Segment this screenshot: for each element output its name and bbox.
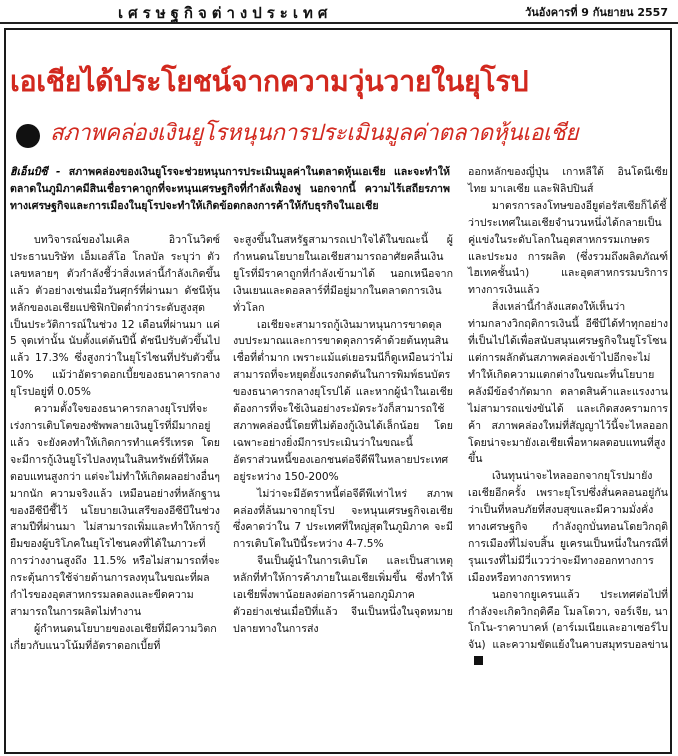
- section-title: เศรษฐกิจต่างประเทศ: [118, 4, 333, 22]
- article-byline: ฮิเอ็นบิซี -: [10, 166, 61, 178]
- article-column-3: [468, 164, 668, 671]
- paragraph-last: [468, 587, 668, 672]
- paragraph: ผู้กำหนดนโยบายของเอเชียที่มีความวิตกเกี่ยวกับแนวโน้มที่อัตราดอกเบี้ยที่: [10, 622, 217, 652]
- end-of-article-icon: [474, 656, 483, 665]
- paragraph: จะสูงขึ้นในสหรัฐสามารถเปาใจได้ในขณะนี้ ผู้กำหนดนโยบายในเอเชียสามารถอาศัยคลื่นเงินยูโรที่มีราคาถูกที่กำลังเข้ามาได้ นอกเหนือจากเงินเยนและดอลลาร์ที่มีอยู่มากในตลาดการเงินทั่วโลก: [233, 234, 453, 314]
- masthead: [0, 0, 678, 24]
- paragraph: เงินทุนน่าจะไหลออกจากยุโรปมายังเอเชียอีกครั้ง เพราะยุโรปซึ่งสั่นคลอนอยู่กันว่าเป็นที่หลบภัยที่สงบสุขและมีความมั่งคั่งทางเศรษฐกิจ กำลังถูกบั่นทอนโดยวิกฤติการเมืองที่ไม่จบสิ้น ยูเครนเป็นหนึ่งในกรณีที่รุนแรงที่ไม่มีวี่แววว่าจะมีทางออกทางการเมืองหรือทางการทหาร: [468, 470, 668, 584]
- paragraph: เอเชียจะสามารถกู้เงินมาหนุนการขาดดุลงบประมาณและการขาดดุลการค้าด้วยต้นทุนสินเชื่อที่ต่ำมาก เพราะแม้แต่เยอรมนีก็ดูเหมือนว่าไม่สามารถที่จะหยุดยั้งแรงกดดันในการพิมพ์ธนบัตรของธนาคารกลางยุโรปได้ และหากผู้นำในเอเชียต้องการที่จะใช้เงินอย่างระมัดระวังก็สามารถใช้สภาพคล่องนี้โดยที่ไม่ต้องกู้เงินได้เล็กน้อย โดยเฉพาะอย่างยิ่งมีการประเมินว่าในขณะนี้อัตราส่วนหนี้ของเอกชนต่อจีดีพีในหลายประเทศอยู่ระหว่าง 150-200%: [233, 318, 453, 483]
- article-column-1: [10, 232, 220, 655]
- paragraph: มาตรการลงโทษของอียูต่อรัสเซียก็ได้ชี้ว่าประเทศในเอเชียจำนวนหนึ่งได้กลายเป็นคู่แข่งในระดับโลกในอุตสาหกรรมเกษตรและประมง การผลิต (ซึ่งรวมถึงผลิตภัณฑ์ไฮเทคชั้นนำ) และอุตสาหกรรมบริการทางการเงินแล้ว: [468, 199, 668, 297]
- article-lead: [10, 164, 450, 215]
- issue-date: วันอังคารที่ 9 กันยายน 2557: [525, 6, 668, 19]
- paragraph: ออกหลักของญี่ปุ่น เกาหลีใต้ อินโดนีเซีย ไทย มาเลเซีย และฟิลิปปินส์: [468, 166, 668, 195]
- paragraph: สิ่งเหล่านี้กำลังแสดงให้เห็นว่า ท่ามกลางวิกฤติการเงินนี้ อีซีบีได้ทำทุกอย่างที่เป็นไปได้เพื่อสนับสนุนเศรษฐกิจในยูโรโซน แต่การผลักดันสภาพคล่องเข้าไปอีกจะไม่ทำให้เกิดความแตกต่างในขณะที่นโยบายคลังมีข้อจำกัดมาก ตลาดสินค้าและแรงงานไม่สามารถแข่งขันได้ และเกิดสงครามการค้า สภาพคล่องใหม่ที่สัญญาไว้นี้จะไหลออก โดยน่าจะมายังเอเชียเพื่อหาผลตอบแทนที่สูงขึ้น: [468, 301, 668, 466]
- paragraph: บทวิจารณ์ของไมเคิล อิวาโนวิตซ์ ประธานบริษัท เอ็มเอส์โอ โกลบัล ระบุว่า ตัวเลขหลายๆ ตัวกำลังชี้ว่าสิ่งเหล่านี้กำลังเกิดขึ้นแล้ว ตัวอย่างเช่นเมื่อวันศุกร์ที่ผ่านมา ดัชนีหุ้นหลักของเอเชียแปซิฟิกปิดต่ำกว่าระดับสูงสุดเป็นประวัติการณ์ในช่วง 12 เดือนที่ผ่านมา แค่ 5 จุดเท่านั้น นับตั้งแต่ต้นปีนี้ ดัชนีปรับตัวขึ้นไปแล้ว 17.3% ซึ่งสูงกว่าในยุโรไซนที่ปรับตัวขึ้น 10% แม้ว่าอัตราดอกเบี้ยของธนาคารกลางยุโรปอยู่ที่ 0.05%: [10, 234, 220, 399]
- paragraph: ความตั้งใจของธนาคารกลางยุโรปที่จะเร่งการเติบโตของซัพพลายเงินยูโรที่มีมากอยู่แล้ว จะยังคงทำให้เกิดการทำแคร์รีเทรด โดยจะมีการกู้เงินยูโรไปลงทุนในสินทรัพย์ที่ให้ผลตอบแทนสูงกว่า แต่จะไม่ทำให้เกิดผลอย่างอื่นๆ มากนัก ความจริงแล้ว เหมือนอย่างที่หลักฐานของอีซีบีชี้ไว้ นโยบายเงินเสรีของอีซีบีในช่วงสามปีที่ผ่านมา ไม่สามารถเพิ่มและทำให้การกู้ยืมของผู้บริโภคในยุโรไซนคงที่ได้ในภาวะที่การว่างงานสูงถึง 11.5% หรือไม่สามารถที่จะกระตุ้นการใช้จ่ายด้านการลงทุนในขณะที่ผลกำไรของอุตสาหกรรมลดลงและขีดความสามารถในการผลิตไม่ทำงาน: [10, 403, 220, 618]
- paragraph: จีนเป็นผู้นำในการเติบโต และเป็นสาเหตุหลักที่ทำให้การค้าภายในเอเชียเพิ่มขึ้น ซึ่งทำให้เอเชียพึ่งพาน้อยลงต่อการค้านอกภูมิภาค ตัวอย่างเช่นเมื่อปีที่แล้ว จีนเป็นหนึ่งในจุดหมายปลายทางในการส่ง: [233, 555, 453, 635]
- lead-text: สภาพคล่องของเงินยูโรจะช่วยหนุนการประเมินมูลค่าในตลาดหุ้นเอเชีย และจะทำให้ตลาดในภูมิภาคมีสินเชื่อราคาถูกที่จะหนุนเศรษฐกิจที่กำลังเฟื่องฟู นอกจากนี้ ความไร้เสถียรภาพทางเศรษฐกิจและการเมืองในยุโรปจะทำให้เกิดข้อตกลงการค้าให้กับธุรกิจในเอเชีย: [10, 166, 450, 212]
- article-subheadline: สภาพคล่องเงินยูโรหนุนการประเมินมูลค่าตลาดหุ้นเอเชีย: [50, 120, 579, 146]
- closing-text: นอกจากยูเครนแล้ว ประเทศต่อไปที่กำลังจะเกิดวิกฤติคือ โมลโดวา, จอร์เจีย, นาโกโน-ราคาบาคห์ (อาร์เมเนียและอาเซอร์ไบจัน) และความขัดแย้งในคาบสมุทรบอลข่าน: [468, 588, 668, 652]
- article-column-2: [233, 232, 453, 638]
- article-headline: เอเชียได้ประโยชน์จากความวุ่นวายในยุโรป: [10, 65, 529, 98]
- bullet-icon: [16, 124, 40, 148]
- paragraph: ไม่ว่าจะมีอัตราหนี้ต่อจีดีพีเท่าไหร่ สภาพคล่องที่ล้นมาจากยุโรป จะหนุนเศรษฐกิจเอเชีย ซึ่งคาดว่าใน 7 ประเทศที่ใหญ่สุดในภูมิภาค จะมีการเติบโตในปีนี้ระหว่าง 4-7.5%: [233, 487, 453, 551]
